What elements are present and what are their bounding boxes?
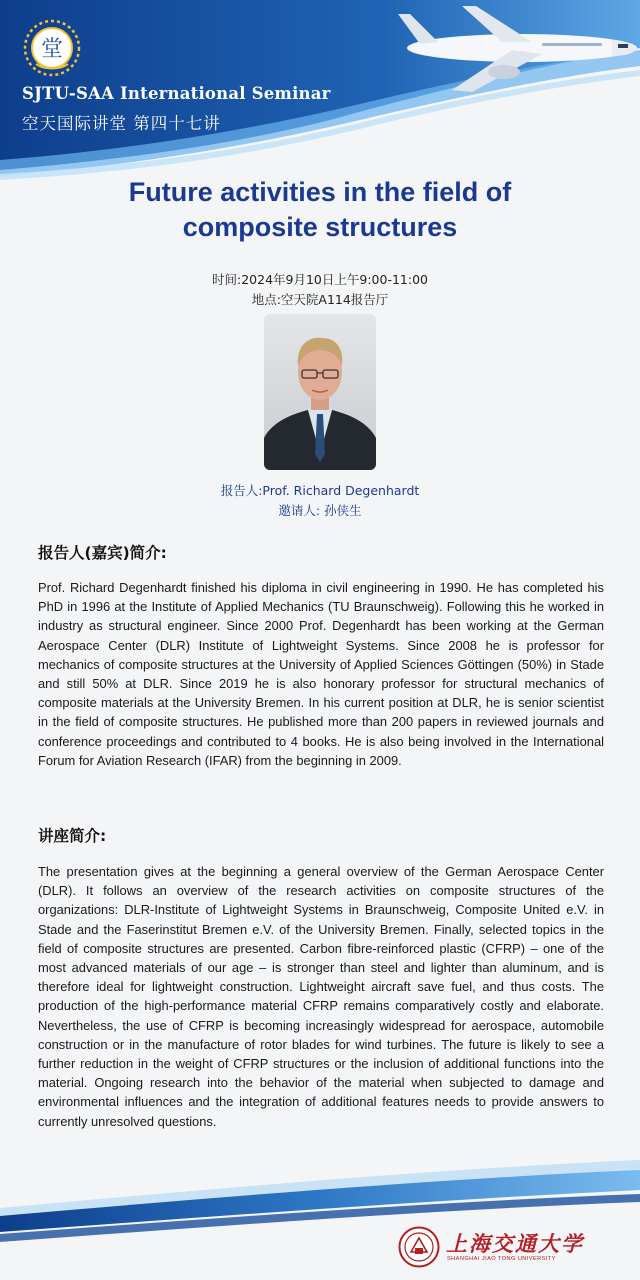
speaker-name: 报告人:Prof. Richard Degenhardt	[220, 483, 420, 498]
airplane-icon	[392, 0, 640, 100]
svg-text:堂: 堂	[40, 37, 64, 62]
talk-abstract-text: The presentation gives at the beginning a general overview of the German Aerospace Center (DLR). It follows an overview of the research activities on composite structures of the organizations: DLR-Institute of Lightweight Systems in Braunschweig, Composite United e.V. in Stade and the Faserinstitut Bremen e.V. of the University Bremen. Finally, selected topics in the field of composite structures are presented. Carbon fibre-reinforced plastic (CFRP) – one of the most advanced materials of our age – is stronger than steel and lighter than aluminum, and is therefore ideal for lightweight construction. Lightweight aircraft save fuel, and thus costs. The production of the high-performance material CFRP remains comparatively costly and elaborate. Nevertheless, the use of CFRP is becoming increasingly widespread for aerospace, automobile construction or in the manufacture of rotor blades for wind turbines. The future is likely to see a further reduction in the weight of CFRP structures or the inclusion of additional functions into the material. Ongoing research into the behavior of the material when subjected to damage and environmental influences and the integration of additional features needs to provide answers to currently unresolved questions.	[38, 864, 604, 1129]
seminar-logo-icon	[22, 18, 82, 78]
bio-text: Prof. Richard Degenhardt finished his diploma in civil engineering in 1990. He has completed his PhD in 1996 at the Institute of Applied Mechanics (TU Braunschweig). Following this he worked in industry as structural engineer. Since 2000 Prof. Degenhardt has been working at the German Aerospace Center (DLR) Institute of Lightweight Systems. Since 2008 he is professor for mechanics of composite structures at the University of Applied Sciences Göttingen (50%) in Stade and still 50% at DLR. Since 2019 he is also honorary professor for structural mechanics of composite materials at the University Bremen. In his current position at DLR, he is senior scientist in the field of composite structures. He published more than 200 papers in reviewed journals and conference proceedings and contributed to 4 books. He is also being involved in the International Forum for Aviation Research (IFAR) from the beginning in 2009.	[38, 580, 604, 768]
university-name-cn: 上海交通大学	[446, 1231, 584, 1256]
inviter-name: 邀请人: 孙侠生	[278, 503, 362, 518]
talk-title	[40, 175, 600, 245]
seminar-chinese-name: 空天国际讲堂 第四十七讲	[22, 114, 221, 133]
talk-title-line2: composite structures	[182, 212, 458, 242]
talk-title-line1: Future activities in the field of	[128, 177, 512, 207]
event-venue: 地点:空天院A114报告厅	[251, 292, 389, 307]
seminar-english-name: SJTU-SAA International Seminar	[22, 84, 331, 103]
speaker-photo	[264, 314, 376, 470]
university-name-en: SHANGHAI JIAO TONG UNIVERSITY	[447, 1256, 556, 1262]
sjtu-emblem-icon	[398, 1226, 440, 1268]
event-time: 时间:2024年9月10日上午9:00-11:00	[212, 272, 428, 287]
bio-heading: 报告人(嘉宾)简介:	[38, 544, 167, 562]
talk-abstract-heading: 讲座简介:	[38, 827, 107, 845]
